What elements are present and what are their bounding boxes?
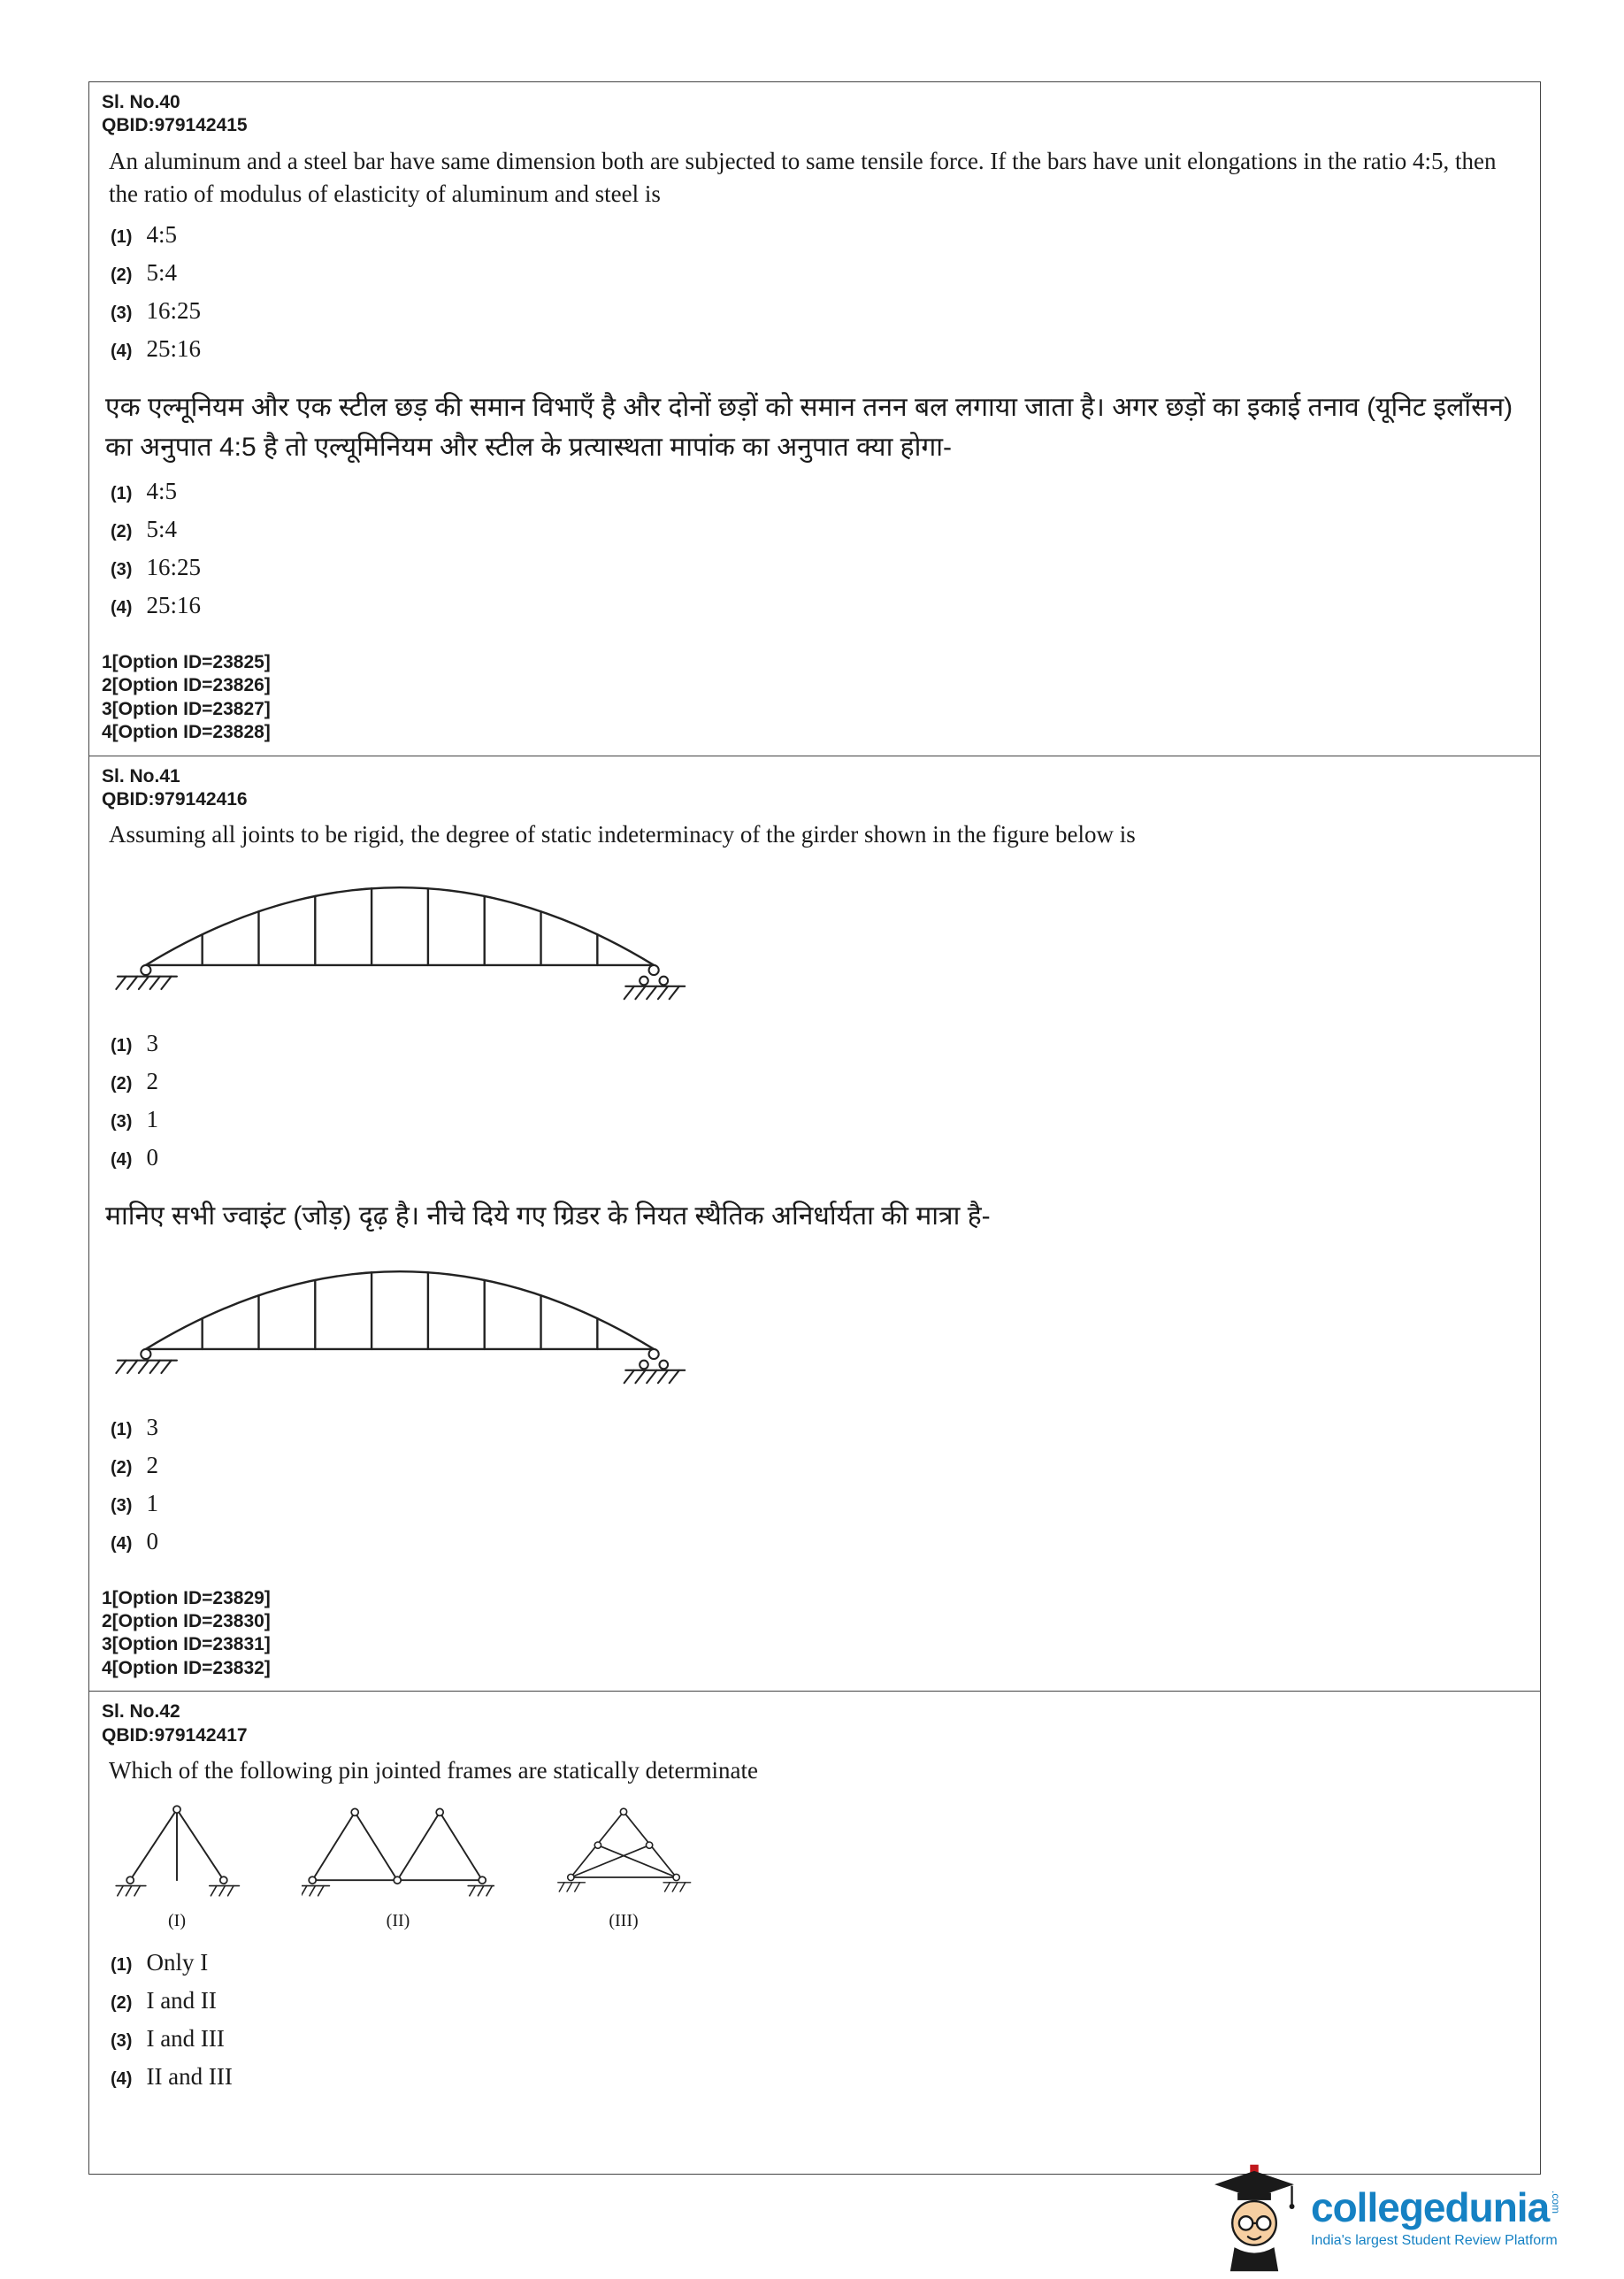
option-row [111, 297, 1528, 325]
option-row [111, 516, 1528, 543]
option-value: 5:4 [146, 516, 177, 542]
frame-ii [302, 1799, 494, 1931]
frame-label: (II) [386, 1911, 410, 1931]
option-number: (1) [111, 227, 133, 247]
option-number: (4) [111, 2069, 133, 2090]
option-row [111, 554, 1528, 581]
option-number: (1) [111, 484, 133, 503]
option-id-line: 1[Option ID=23825] [102, 652, 271, 672]
option-row [111, 2063, 1528, 2091]
option-id-line: 3[Option ID=23831] [102, 1634, 271, 1655]
frame-iii [553, 1799, 694, 1931]
option-number: (3) [111, 1495, 133, 1515]
girder-diagram [103, 1250, 696, 1399]
option-number: (1) [111, 1955, 133, 1976]
frame-label: (III) [609, 1911, 639, 1931]
option-value: 1 [146, 1105, 158, 1132]
option-value: 1 [146, 1489, 158, 1516]
option-number: (4) [111, 341, 133, 361]
girder-figure-hi [103, 1250, 1528, 1403]
support-hatch-icon [116, 1886, 239, 1896]
graduate-mascot-icon [1208, 2164, 1300, 2272]
option-row [111, 1030, 1528, 1057]
option-id-line: 4[Option ID=23832] [102, 1657, 271, 1678]
option-number: (2) [111, 1993, 133, 2014]
option-number: (3) [111, 2031, 133, 2052]
option-number: (1) [111, 1419, 133, 1439]
option-id-line: 2[Option ID=23826] [102, 675, 271, 696]
option-number: (2) [111, 1073, 133, 1093]
frame-i [111, 1799, 243, 1931]
option-id-line: 4[Option ID=23828] [102, 722, 271, 743]
frame-i-diagram [111, 1799, 243, 1899]
question-sheet [88, 81, 1541, 2175]
question-block-42 [89, 1692, 1540, 2174]
question-serial: Sl. No.40 [102, 92, 180, 112]
option-value: 16:25 [146, 297, 201, 324]
option-ids-block [102, 651, 1528, 745]
option-number: (3) [111, 303, 133, 323]
option-value: 25:16 [146, 335, 201, 362]
option-value: 0 [146, 1527, 158, 1554]
brand-block [1311, 2184, 1563, 2249]
option-row [111, 1949, 1528, 1976]
option-row [111, 1452, 1528, 1479]
option-row [111, 1528, 1528, 1555]
option-row [111, 1414, 1528, 1441]
option-id-line: 1[Option ID=23829] [102, 1587, 271, 1608]
support-hatch-icon [558, 1883, 691, 1891]
option-value: I and III [146, 2025, 225, 2053]
support-hatch-icon [302, 1886, 494, 1896]
question-block-40 [89, 82, 1540, 756]
option-number: (2) [111, 265, 133, 285]
question-serial: Sl. No.41 [102, 765, 180, 787]
question-text-en: An aluminum and a steel bar have same dimension both are subjected to same tensile force. If the bars have unit elongations in the ratio 4:5, then the ratio of modulus of elasticity of aluminum and steel is [109, 147, 1497, 207]
question-qbid: QBID:979142416 [102, 789, 248, 810]
option-row [111, 1068, 1528, 1095]
option-value: I and II [146, 1987, 217, 2014]
option-row [111, 1490, 1528, 1517]
question-text-hi: मानिए सभी ज्वाइंट (जोड़) दृढ़ है। नीचे दिये गए ग्रिडर के नियत स्थैतिक अनिर्धार्यता की मात्रा है- [105, 1201, 991, 1231]
option-number: (4) [111, 1149, 133, 1170]
option-number: (2) [111, 522, 133, 541]
option-number: (1) [111, 1035, 133, 1055]
option-row [111, 259, 1528, 287]
roller-support-icon [624, 1348, 686, 1382]
question-qbid: QBID:979142417 [102, 1724, 248, 1746]
option-value: 25:16 [146, 592, 201, 618]
question-text-hi: एक एल्मूनियम और एक स्टील छड़ की समान विभाएँ है और दोनों छड़ों को समान तनन बल लगाया जाता है। अगर छड़ों का इकाई तनाव (यूनिट इलॉंसन) का अनुपात 4:5 है तो एल्यूमिनियम और स्टील के प्रत्यास्थता मापांक का अनुपात क्या होगा- [105, 393, 1513, 462]
collegedunia-logo [1208, 2164, 1561, 2272]
option-value: 2 [146, 1067, 158, 1094]
pin-support-icon [116, 964, 177, 988]
option-value: 3 [146, 1029, 158, 1056]
option-row [111, 1106, 1528, 1133]
option-value: 2 [146, 1451, 158, 1478]
pin-support-icon [116, 1348, 177, 1372]
option-number: (3) [111, 1111, 133, 1132]
option-row [111, 592, 1528, 619]
option-row [111, 2025, 1528, 2053]
girder-figure-en [103, 866, 1528, 1019]
option-value: 3 [146, 1413, 158, 1440]
option-row [111, 221, 1528, 249]
option-number: (4) [111, 598, 133, 618]
frame-iii-diagram [553, 1799, 694, 1899]
option-number: (4) [111, 1533, 133, 1554]
option-value: 5:4 [146, 259, 177, 286]
option-value: 4:5 [146, 478, 177, 504]
brand-name[interactable]: collegedunia [1311, 2184, 1550, 2230]
question-serial: Sl. No.42 [102, 1701, 180, 1723]
roller-support-icon [624, 964, 686, 998]
frame-ii-diagram [302, 1799, 494, 1899]
question-block-41 [89, 756, 1540, 1692]
girder-diagram [103, 866, 696, 1015]
option-id-line: 2[Option ID=23830] [102, 1611, 271, 1632]
option-value: 0 [146, 1143, 158, 1170]
option-value: Only I [146, 1949, 209, 1976]
option-number: (2) [111, 1457, 133, 1477]
question-text-en: Which of the following pin jointed frames are statically determinate [109, 1756, 758, 1784]
option-row [111, 1144, 1528, 1171]
frames-figure-row [111, 1799, 1528, 1931]
brand-suffix: .com [1550, 2191, 1563, 2214]
option-number: (3) [111, 560, 133, 579]
option-row [111, 335, 1528, 363]
option-value: 16:25 [146, 554, 201, 580]
option-ids-block [102, 1587, 1528, 1681]
option-id-line: 3[Option ID=23827] [102, 698, 271, 719]
option-row [111, 478, 1528, 505]
option-value: 4:5 [146, 221, 177, 248]
question-qbid: QBID:979142415 [102, 115, 248, 136]
option-value: II and III [146, 2063, 233, 2091]
question-text-en: Assuming all joints to be rigid, the degree of static indeterminacy of the girder shown in the figure below is [109, 821, 1136, 848]
brand-tagline: India's largest Student Review Platform [1311, 2233, 1558, 2248]
option-row [111, 1987, 1528, 2014]
frame-label: (I) [168, 1911, 186, 1931]
